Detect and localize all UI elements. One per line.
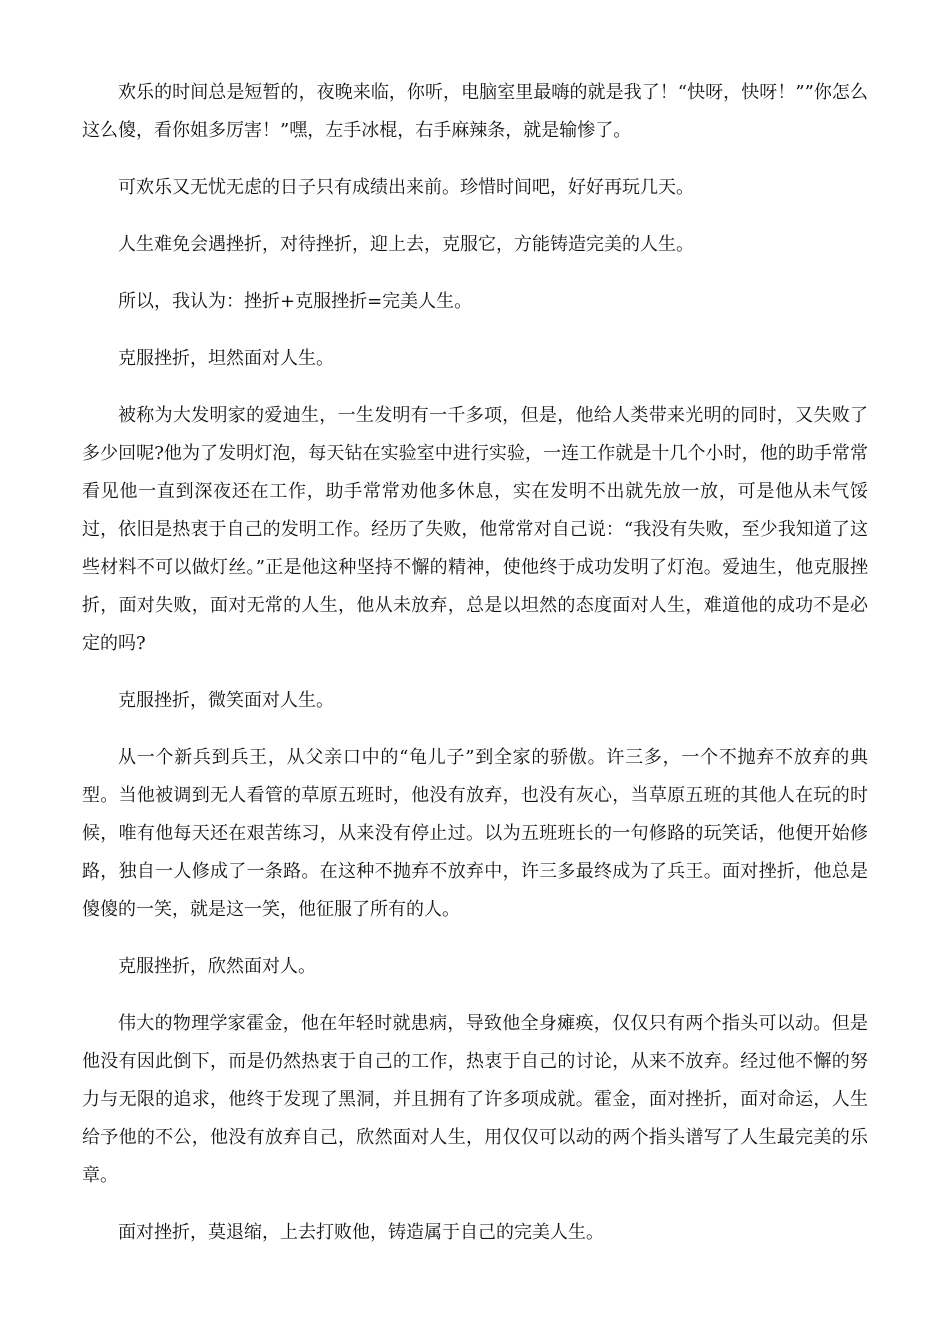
paragraph-evening-computer-room: 欢乐的时间总是短暂的，夜晚来临，你听，电脑室里最嗨的就是我了！“快呀，快呀！””你怎么这么傻，看你姐多厉害！”嘿，左手冰棍，右手麻辣条，就是输惨了。 xyxy=(82,82,868,141)
subheading-smile-face-life: 克服挫折，微笑面对人生。 xyxy=(118,690,334,711)
subheading-calmly-face-life: 克服挫折，坦然面对人生。 xyxy=(118,348,334,369)
paragraph-hawking: 伟大的物理学家霍金，他在年轻时就患病，导致他全身瘫痪，仅仅只有两个指头可以动。但是他没有因此倒下，而是仍然热衷于自己的工作，热衷于自己的讨论，从来不放弃。经过他不懈的努力与无限的追求，他终于发现了黑洞，并且拥有了许多项成就。霍金，面对挫折，面对命运，人生给予他的不公，他没有放弃自己，欣然面对人生，用仅仅可以动的两个指头谱写了人生最完美的乐章。 xyxy=(82,1013,868,1186)
paragraph-carefree-days: 可欢乐又无忧无虑的日子只有成绩出来前。珍惜时间吧，好好再玩几天。 xyxy=(118,177,694,198)
paragraph-edison: 被称为大发明家的爱迪生，一生发明有一千多项，但是，他给人类带来光明的同时，又失败了多少回呢?他为了发明灯泡，每天钻在实验室中进行实验，一连工作就是十几个小时，他的助手常常看见他一直到深夜还在工作，助手常常劝他多休息，实在发明不出就先放一放，可是他从未气馁过，依旧是热衷于自己的发明工作。经历了失败，他常常对自己说：“我没有失败，至少我知道了这些材料不可以做灯丝。”正是他这种坚持不懈的精神，使他终于成功发明了灯泡。爱迪生，他克服挫折，面对失败，面对无常的人生，他从未放弃，总是以坦然的态度面对人生，难道他的成功不是必定的吗? xyxy=(82,405,868,654)
subheading-gladly-face: 克服挫折，欣然面对人。 xyxy=(118,956,316,977)
paragraph-conclusion: 面对挫折，莫退缩，上去打败他，铸造属于自己的完美人生。 xyxy=(118,1222,604,1243)
essay-body xyxy=(82,74,868,1271)
paragraph-formula: 所以，我认为：挫折+克服挫折=完美人生。 xyxy=(118,291,473,312)
paragraph-thesis: 人生难免会遇挫折，对待挫折，迎上去，克服它，方能铸造完美的人生。 xyxy=(118,234,694,255)
paragraph-xu-sanduo: 从一个新兵到兵王，从父亲口中的“龟儿子”到全家的骄傲。许三多，一个不抛弃不放弃的典型。当他被调到无人看管的草原五班时，他没有放弃，也没有灰心，当草原五班的其他人在玩的时候，唯有他每天还在艰苦练习，从来没有停止过。以为五班班长的一句修路的玩笑话，他便开始修路，独自一人修成了一条路。在这种不抛弃不放弃中，许三多最终成为了兵王。面对挫折，他总是傻傻的一笑，就是这一笑，他征服了所有的人。 xyxy=(82,747,868,920)
